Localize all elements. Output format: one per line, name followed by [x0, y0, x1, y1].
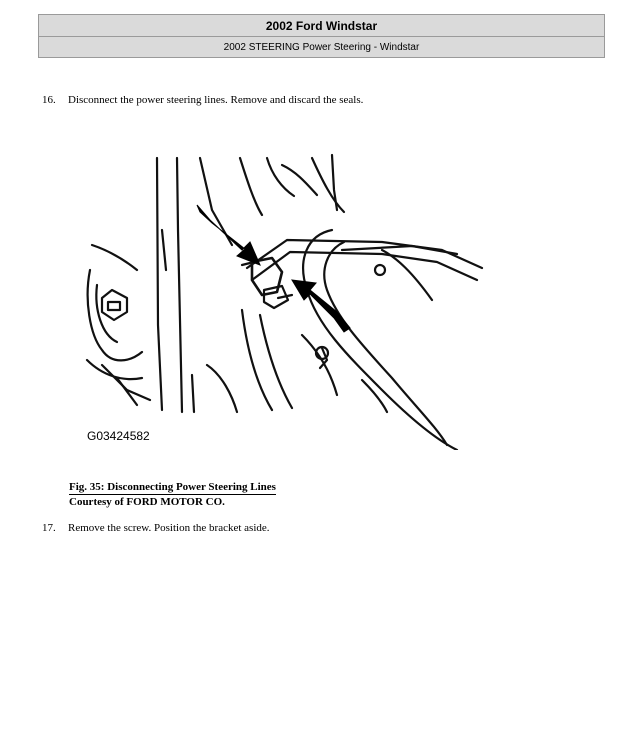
- step-17: [42, 521, 270, 535]
- power-steering-lines-illustration: [82, 150, 502, 450]
- figure-caption: [69, 480, 276, 509]
- step-16-text: Disconnect the power steering lines. Remove and discard the seals.: [68, 94, 364, 106]
- header-title: 2002 Ford Windstar: [39, 15, 604, 37]
- document-header: [38, 14, 605, 58]
- step-16-number: 16.: [42, 94, 56, 106]
- step-16: [42, 93, 363, 107]
- step-17-text: Remove the screw. Position the bracket aside.: [68, 522, 270, 534]
- figure-caption-credit: Courtesy of FORD MOTOR CO.: [69, 496, 225, 508]
- figure-caption-title: Fig. 35: Disconnecting Power Steering Lines: [69, 481, 276, 493]
- header-subtitle: 2002 STEERING Power Steering - Windstar: [223, 42, 420, 53]
- figure-code: G03424582: [87, 429, 150, 443]
- step-17-number: 17.: [42, 522, 56, 534]
